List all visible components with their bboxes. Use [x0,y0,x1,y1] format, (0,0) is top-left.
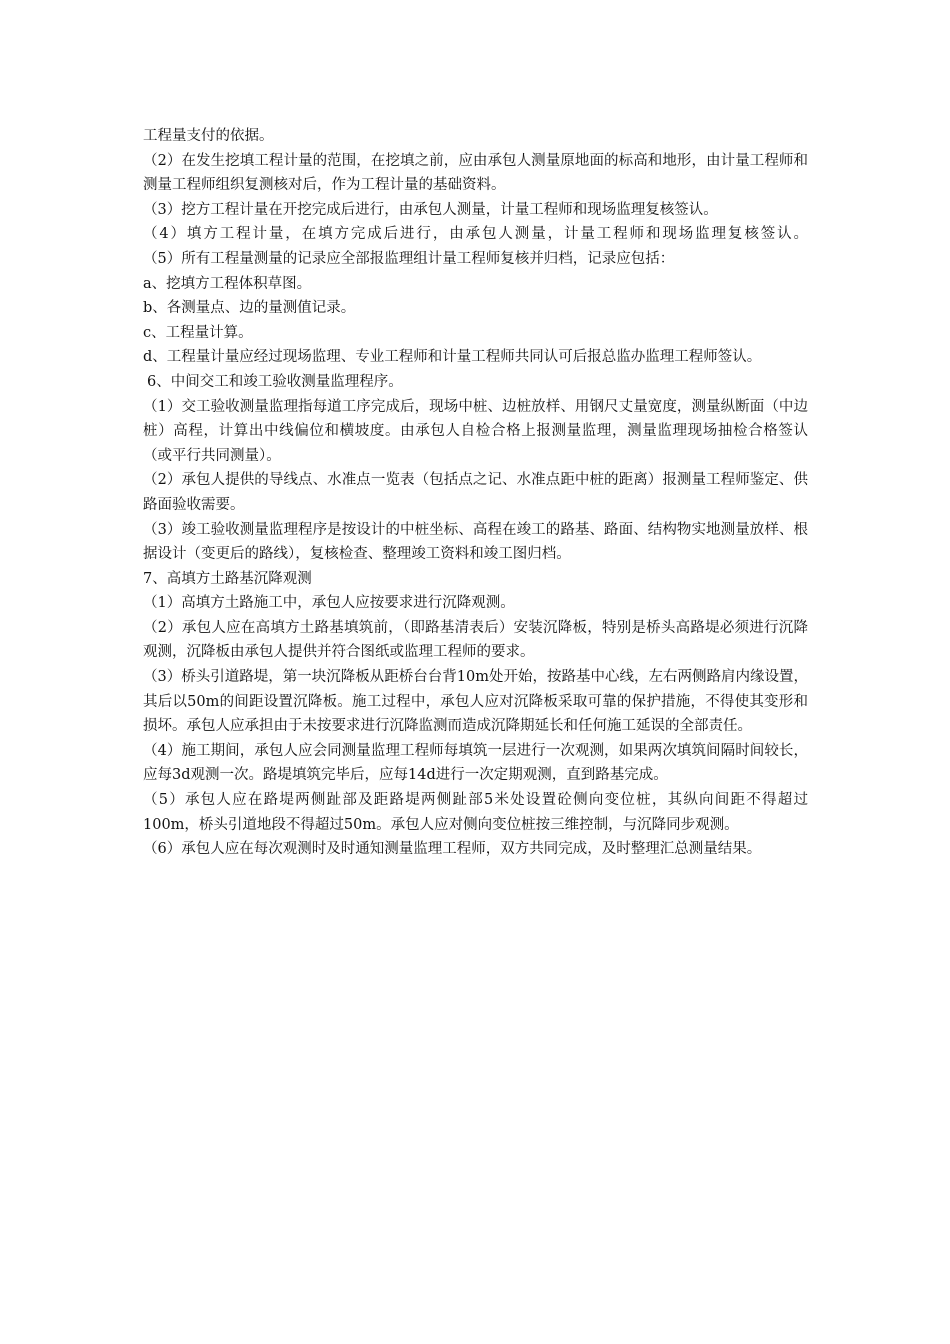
paragraph-7-5: （5）承包人应在路堤两侧趾部及距路堤两侧趾部5米处设置砼侧向变位桩，其纵向间距不得超过100m，桥头引道地段不得超过50m。承包人应对侧向变位桩按三维控制，与沉降同步观测。 [143,792,808,833]
paragraph-7-6: （6）承包人应在每次观测时及时通知测量监理工程师，双方共同完成，及时整理汇总测量结果。 [143,841,762,858]
paragraph-7-1: （1）高填方土路施工中，承包人应按要求进行沉降观测。 [143,595,515,612]
list-item-a: a、挖填方工程体积草图。 [143,275,312,292]
section-heading-6: 6、中间交工和竣工验收测量监理程序。 [147,373,403,390]
paragraph-item-3-excavation: （3）挖方工程计量在开挖完成后进行，由承包人测量，计量工程师和现场监理复核签认。 [143,201,718,218]
paragraph-payment-basis: 工程量支付的依据。 [143,128,274,144]
paragraph-7-3: （3）桥头引道路堤，第一块沉降板从距桥台台背10m处开始，按路基中心线，左右两侧路肩内缘设置，其后以50m的间距设置沉降板。施工过程中，承包人应对沉降板采取可靠的保护措施，不得使其变形和损坏。承包人应承担由于未按要求进行沉降监测而造成沉降期延长和任何施工延误的全部责任。 [143,669,808,735]
paragraph-7-2: （2）承包人应在高填方土路基填筑前，（即路基清表后）安装沉降板，特别是桥头高路堤必须进行沉降观测，沉降板由承包人提供并符合图纸或监理工程师的要求。 [143,619,808,661]
paragraph-item-4-fill [143,222,808,247]
list-item-b: b、各测量点、边的量测值记录。 [143,300,356,317]
document-body [143,124,808,862]
paragraph-6-1: （1）交工验收测量监理指每道工序完成后，现场中桩、边桩放样、用钢尺丈量宽度，测量纵断面（中边桩）高程，计算出中线偏位和横坡度。由承包人自检合格上报测量监理，测量监理现场抽检合格签认（或平行共同测量）。 [143,398,808,464]
list-item-d: d、工程量计量应经过现场监理、专业工程师和计量工程师共同认可后报总监办监理工程师签认。 [143,349,762,366]
paragraph-item-2-survey-scope: （2）在发生挖填工程计量的范围，在挖填之前，应由承包人测量原地面的标高和地形，由计量工程师和测量工程师组织复测核对后，作为工程计量的基础资料。 [143,152,808,194]
paragraph-item-5-records: （5）所有工程量测量的记录应全部报监理组计量工程师复核并归档，记录应包括： [143,250,675,267]
item-4-text: 填方工程计量，在填方完成后进行，由承包人测量，计量工程师和现场监理复核签认。 [186,226,809,243]
section-heading-7: 7、高填方土路基沉降观测 [143,570,312,587]
item-4-number: （4） [143,226,187,243]
list-item-c: c、工程量计算。 [143,324,253,341]
paragraph-6-3: （3）竣工验收测量监理程序是按设计的中桩坐标、高程在竣工的路基、路面、结构物实地测量放样、根据设计（变更后的路线），复核检查、整理竣工资料和竣工图归档。 [143,521,808,563]
paragraph-6-2: （2）承包人提供的导线点、水准点一览表（包括点之记、水准点距中桩的距离）报测量工程师鉴定、供路面验收需要。 [143,472,808,513]
paragraph-7-4: （4）施工期间，承包人应会同测量监理工程师每填筑一层进行一次观测，如果两次填筑间隔时间较长，应每3d观测一次。路堤填筑完毕后，应每14d进行一次定期观测，直到路基完成。 [143,742,808,784]
